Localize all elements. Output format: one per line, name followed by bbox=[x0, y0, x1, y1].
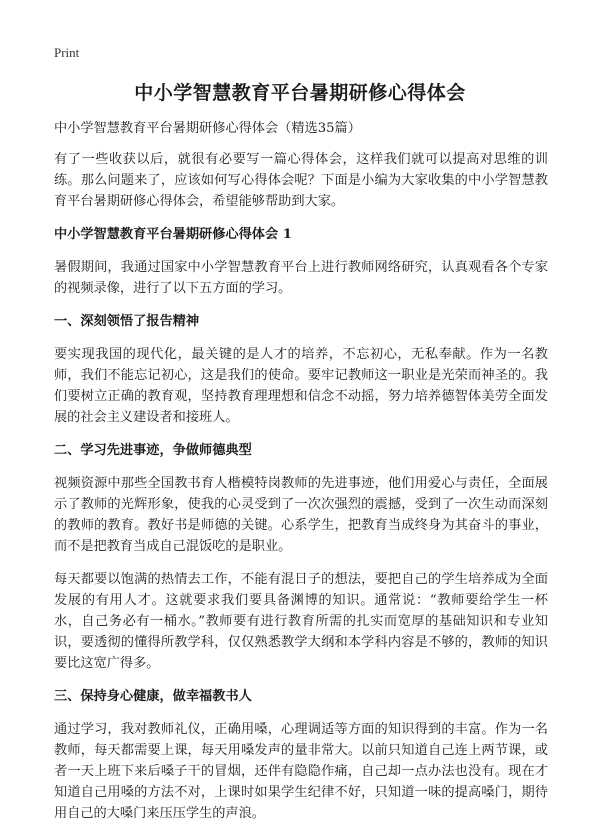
section-heading: 二、学习先进事迹，争做师德典型 bbox=[54, 443, 252, 458]
article-heading: 中小学智慧教育平台暑期研修心得体会 1 bbox=[54, 227, 292, 242]
section-paragraph: 通过学习，我对教师礼仪，正确用嗓，心理调适等方面的知识得到的丰富。作为一名教师，每天都需要上课，每天用嗓发声的量非常大。以前只知道自己连上两节课，或者一天上班下来后嗓子干的冒烟，还伴有隐隐作痛，自己却一点办法也没有。现在才知道自己用嗓的方法不对，上课时如果学生纪律不好，只知道一味的提高嗓门，期待用自己的大嗓门来压压学生的声浪。 bbox=[54, 722, 548, 821]
article-intro-paragraph: 暑假期间，我通过国家中小学智慧教育平台上进行教师网络研究，认真观看各个专家的视频录像，进行了以下五方面的学习。 bbox=[54, 260, 548, 296]
intro-paragraph: 有了一些收获以后，就很有必要写一篇心得体会，这样我们就可以提高对思维的训练。那么问题来了，应该如何写心得体会呢？下面是小编为大家收集的中小学智慧教育平台暑期研修心得体会，希望能够帮助到大家。 bbox=[54, 152, 548, 209]
document-body bbox=[54, 118, 548, 836]
section-paragraph: 每天都要以饱满的热情去工作，不能有混日子的想法，要把自己的学生培养成为全面发展的有用人才。这就要求我们要具备渊博的知识。通常说：“教师要给学生一杯水，自己务必有一桶水。”教师要有进行教育所需的扎实而宽厚的基础知识和专业知识，要透彻的懂得所教学科，仅仅熟悉教学大纲和本学科内容是不够的，教师的知识要比这宽广得多。 bbox=[54, 572, 548, 671]
print-link[interactable]: Print bbox=[54, 45, 80, 60]
document-subtitle: 中小学智慧教育平台暑期研修心得体会（精选35篇） bbox=[54, 121, 361, 136]
section-paragraph: 视频资源中那些全国教书育人楷模特岗教师的先进事迹，他们用爱心与责任，全面展示了教师的光辉形象，使我的心灵受到了一次次强烈的震撼，受到了一次生动而深刻的教师的教育。教好书是师德的关键。心系学生，把教育当成终身为其奋斗的事业，而不是把教育当成自己混饭吃的是职业。 bbox=[54, 476, 548, 554]
document-title: 中小学智慧教育平台暑期研修心得体会 bbox=[134, 82, 466, 104]
section-heading: 一、深刻领悟了报告精神 bbox=[54, 314, 200, 329]
section-heading: 三、保持身心健康，做幸福教书人 bbox=[54, 689, 252, 704]
section-paragraph: 要实现我国的现代化，最关键的是人才的培养，不忘初心，无私奉献。作为一名教师，我们不能忘记初心，这是我们的使命。要牢记教师这一职业是光荣而神圣的。我们要树立正确的教育观，坚持教育理理想和信念不动摇，努力培养德智体美劳全面发展的社会主义建设者和接班人。 bbox=[54, 347, 548, 425]
